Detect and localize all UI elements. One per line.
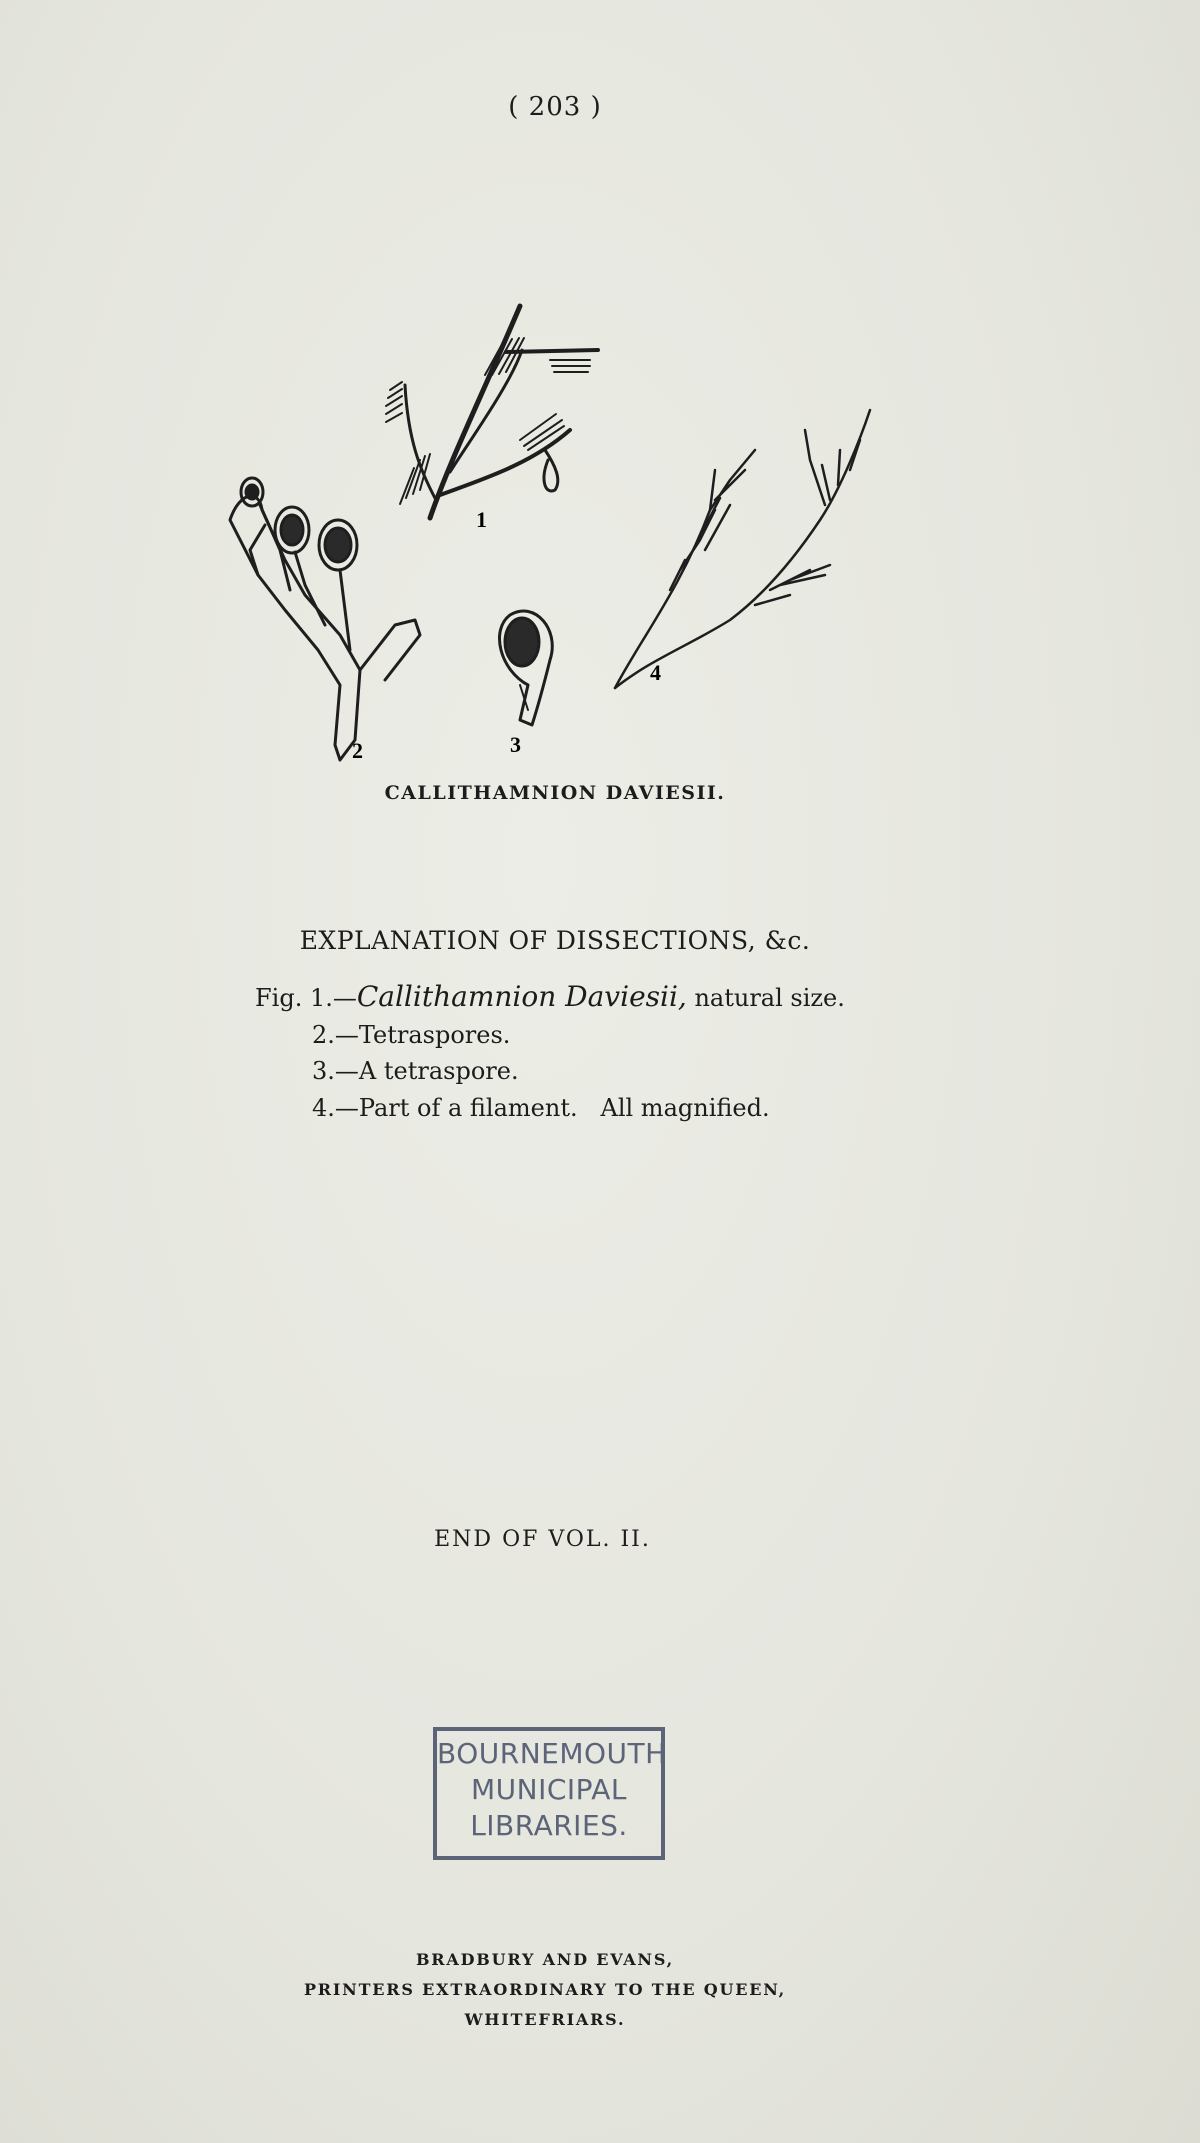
- stamp-line-1: BOURNEMOUTH: [437, 1737, 667, 1770]
- figure-4-drawing: [615, 410, 870, 688]
- botanical-plate: [210, 290, 890, 780]
- printer-line-3: WHITEFRIARS.: [464, 2010, 626, 2029]
- printer-line-1: BRADBURY AND EVANS,: [415, 1950, 675, 1969]
- explanation-heading: EXPLANATION OF DISSECTIONS, &c.: [299, 926, 811, 955]
- end-of-volume: END OF VOL. II.: [434, 1527, 651, 1552]
- library-stamp: [433, 1727, 665, 1860]
- page-number: ( 203 ): [508, 92, 602, 122]
- figure-1-explanation: [255, 980, 845, 1013]
- figure-3-label: 3: [510, 732, 521, 757]
- plate-caption: CALLITHAMNION DAVIESII.: [384, 782, 726, 804]
- stamp-line-3: LIBRARIES.: [470, 1809, 628, 1842]
- figure-3-drawing: [500, 611, 553, 725]
- figure-2-drawing: [230, 478, 420, 760]
- figure-1-drawing: [405, 306, 598, 518]
- figure-2-label: 2: [352, 738, 363, 763]
- printer-line-2: PRINTERS EXTRAORDINARY TO THE QUEEN,: [303, 1980, 787, 1999]
- plate-illustration: [210, 290, 890, 780]
- figure-2-explanation: 2.—Tetraspores.: [312, 1021, 511, 1049]
- figure-4-explanation: 4.—Part of a filament. All magnified.: [312, 1094, 770, 1122]
- figure-4-label: 4: [650, 660, 661, 685]
- figure-1-prefix: Fig. 1.—: [255, 984, 357, 1012]
- figure-1-label: 1: [476, 507, 487, 532]
- stamp-line-2: MUNICIPAL: [470, 1773, 627, 1806]
- species-name: Callithamnion Daviesii,: [356, 980, 687, 1013]
- figure-3-explanation: 3.—A tetraspore.: [312, 1057, 519, 1085]
- figure-1-suffix: natural size.: [686, 984, 845, 1012]
